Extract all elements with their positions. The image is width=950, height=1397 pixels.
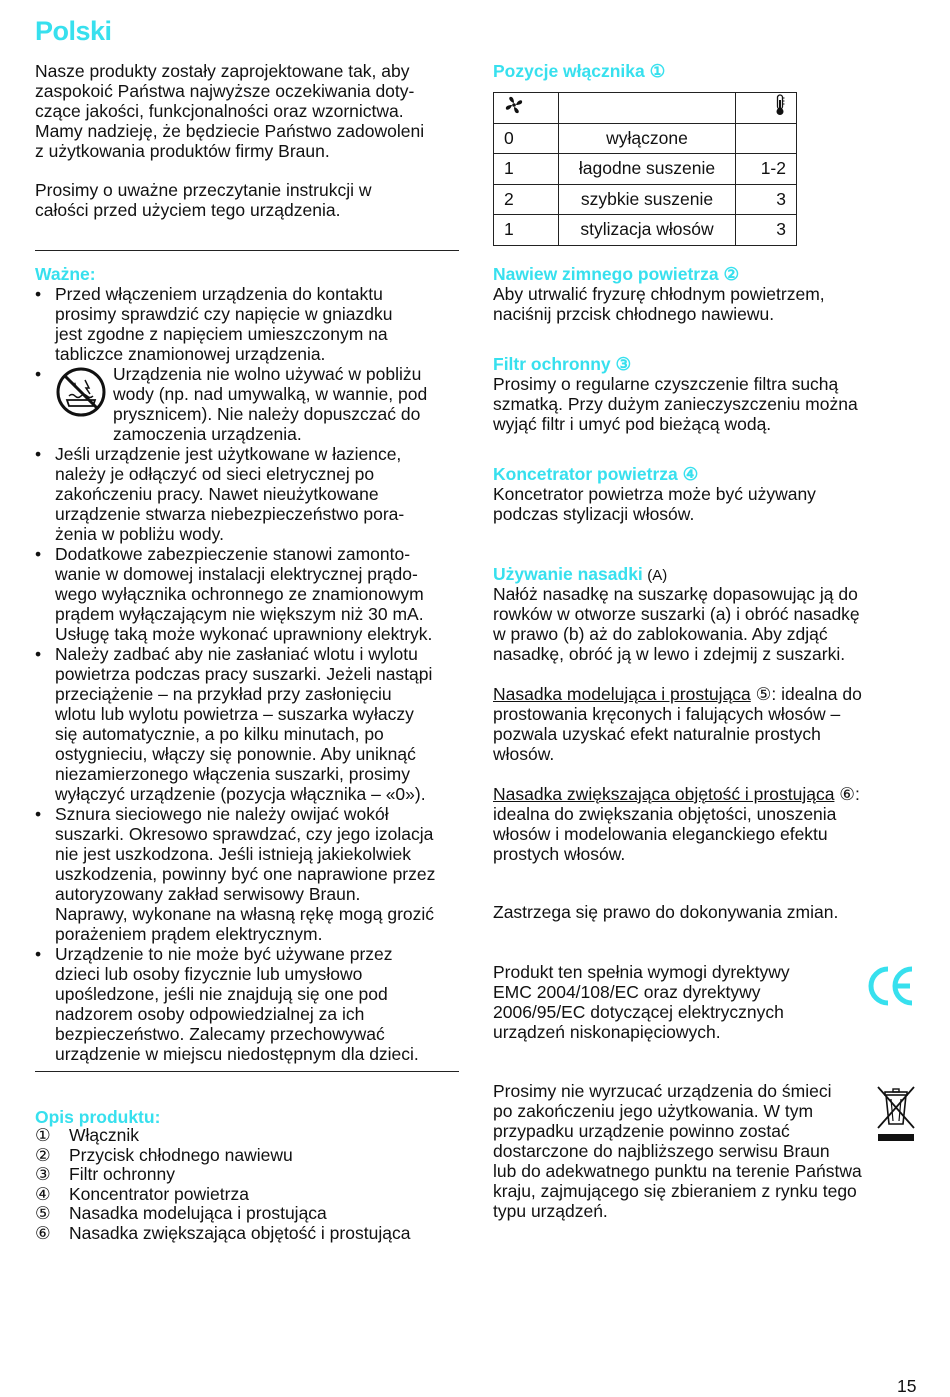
table-row: 2 szybkie suszenie 3 <box>494 184 797 215</box>
filtr-paragraph: Prosimy o regularne czyszczenie filtra suchą szmatką. Przy dużym zanieczyszczeniu można wyjąć filtr i umyć pod bieżącą wodą. <box>493 374 858 434</box>
koncentrator-paragraph: Koncetrator powietrza może być używany podczas stylizacji włosów. <box>493 484 816 524</box>
table-row: 1 łagodne suszenie 1-2 <box>494 154 797 185</box>
list-item: ① Włącznik <box>35 1125 140 1145</box>
zastrzega-paragraph: Zastrzega się prawo do dokonywania zmian. <box>493 902 839 922</box>
thermometer-icon <box>774 100 786 120</box>
filtr-heading: Filtr ochronny ③ <box>493 354 632 374</box>
table-row: 0 wyłączone <box>494 123 797 154</box>
koncentrator-heading: Koncetrator powietrza ④ <box>493 464 699 484</box>
list-item: • Dodatkowe zabezpieczenie stanowi zamonto- wanie w domowej instalacji elektrycznej prądo- wego wyłącznika ochronnego ze znamionowym prądem wyłączającym nie większym niż 30 mA. Usługę taką może wykonać uprawniony elektryk. <box>35 544 465 644</box>
divider <box>35 250 459 251</box>
list-item: • Sznura sieciowego nie należy owijać wokół suszarki. Okresowo sprawdzać, czy jego izolacja nie jest uszkodzona. Jeśli istnieją jakiekolwiek uszkodzenia, powinny być one naprawione przez autoryzowany zakład serwisowy Braun. Naprawy, wykonane na własną rękę mogą grozić porażeniem prądem elektrycznym. <box>35 804 465 944</box>
list-item: • Urządzenia nie wolno używać w pobliżu wody (np. nad umywalką, w wannie, pod prysznicem). Nie należy dopuszczać do zamoczenia urządzenia. <box>35 364 465 444</box>
table-header-row <box>494 93 797 124</box>
nasadka-objetosc-paragraph: Nasadka zwiększająca objętość i prostująca ⑥: idealna do zwiększania objętości, unoszenia włosów i modelowania eleganckiego efektu prostych włosów. <box>493 784 860 864</box>
opis-heading: Opis produktu: <box>35 1107 161 1127</box>
nawiew-heading: Nawiew zimnego powietrza ② <box>493 264 740 284</box>
table-row: 1 stylizacja włosów 3 <box>494 215 797 246</box>
product-description-list <box>35 1126 410 1243</box>
nawiew-paragraph: Aby utrwalić fryzurę chłodnym powietrzem, naciśnij przcisk chłodnego nawiewu. <box>493 284 825 324</box>
safety-list <box>35 284 465 1064</box>
switch-positions-table <box>493 92 797 246</box>
nasadki-heading: Używanie nasadki (A) <box>493 564 668 584</box>
list-item: • Jeśli urządzenie jest użytkowane w łazience, należy je odłączyć od sieci eletrycznej po zakończeniu pracy. Nawet nieużytkowane urządzenie stwarza niebezpieczeństwo pora- żenia w pobliżu wody. <box>35 444 465 544</box>
list-item: ④ Koncentrator powietrza <box>35 1183 249 1204</box>
ce-mark-icon <box>866 964 916 1008</box>
list-item: • Należy zadbać aby nie zasłaniać wlotu i wylotu powietrza podczas pracy suszarki. Jeżeli nastąpi przeciążenie – na przykład przy zasłonięciu wlotu lub wylotu powietrza – suszarka wyłaczy się automatycznie, a po kilku minutach, po ostygnieciu, włączy się ponownie. Aby uniknąć niezamierzonego włączenia suszarki, prosimy wyłączyć urządzenie (pozycja włącznika – «0»). <box>35 644 465 804</box>
list-item: ③ Filtr ochronny <box>35 1164 176 1184</box>
weee-bin-icon <box>876 1084 916 1144</box>
intro-paragraph-2: Prosimy o uważne przeczytanie instrukcji w całości przed użyciem tego urządzenia. <box>35 180 372 220</box>
page-title: Polski <box>35 16 112 46</box>
page-number: 15 <box>897 1376 917 1396</box>
nasadki-paragraph: Nałóż nasadkę na suszarkę dopasowując ją do rowków w otworze suszarki (a) i obróć nasadkę w prawo (b) aż do zablokowania. Aby zdjąć nasadkę, obróć ją w lewo i zdejmij z suszarki. <box>493 584 860 664</box>
list-item: • Urządzenie to nie może być używane przez dzieci lub osoby fizycznie lub umysłowo upośledzone, jeśli nie znajdują się one pod nadzorem osoby odpowiedzialnej za ich bezpieczeństwo. Zalecamy przechowywać urządzenie w miejscu niedostępnym dla dzieci. <box>35 944 465 1064</box>
fan-icon <box>504 99 524 119</box>
intro-paragraph-1: Nasze produkty zostały zaprojektowane tak, aby zaspokoić Państwa najwyższe oczekiwania doty- czące jakości, funkcjonalności oraz wzornictwa. Mamy nadzieję, że będziecie Państwo zadowoleni z użytkowania produktów firmy Braun. <box>35 61 425 161</box>
produkt-paragraph: Produkt ten spełnia wymogi dyrektywy EMC 2004/108/EC oraz dyrektywy 2006/95/EC dotyczącej elektrycznych urządzeń niskonapięciowych. <box>493 962 790 1042</box>
no-water-icon <box>55 366 107 418</box>
list-item: • Przed włączeniem urządzenia do kontaktu prosimy sprawdzić czy napięcie w gniazdku jest zgodne z napięciem umieszczonym na tabliczce znamionowej urządzenia. <box>35 284 465 364</box>
list-item: ⑤ Nasadka modelująca i prostująca <box>35 1203 327 1223</box>
nasadka-modelujaca-paragraph: Nasadka modelująca i prostująca ⑤: idealna do prostowania kręconych i falujących włosów – pozwala uzyskać efekt naturalnie prostych włosów. <box>493 684 862 764</box>
wazne-heading: Ważne: <box>35 264 96 284</box>
pozycje-heading: Pozycje włącznika ① <box>493 61 666 81</box>
wyrzucac-paragraph: Prosimy nie wyrzucać urządzenia do śmieci po zakończeniu jego użytkowania. W tym przypadku urządzenie powinno zostać dostarczone do najbliższego serwisu Braun lub do adekwatnego punktu na terenie Państwa kraju, zajmującego się zbieraniem z rynku tego typu urządzeń. <box>493 1081 862 1221</box>
list-item: ⑥ Nasadka zwiększająca objętość i prostująca <box>35 1222 411 1243</box>
divider <box>35 1071 459 1072</box>
list-item: ② Przycisk chłodnego nawiewu <box>35 1144 293 1165</box>
